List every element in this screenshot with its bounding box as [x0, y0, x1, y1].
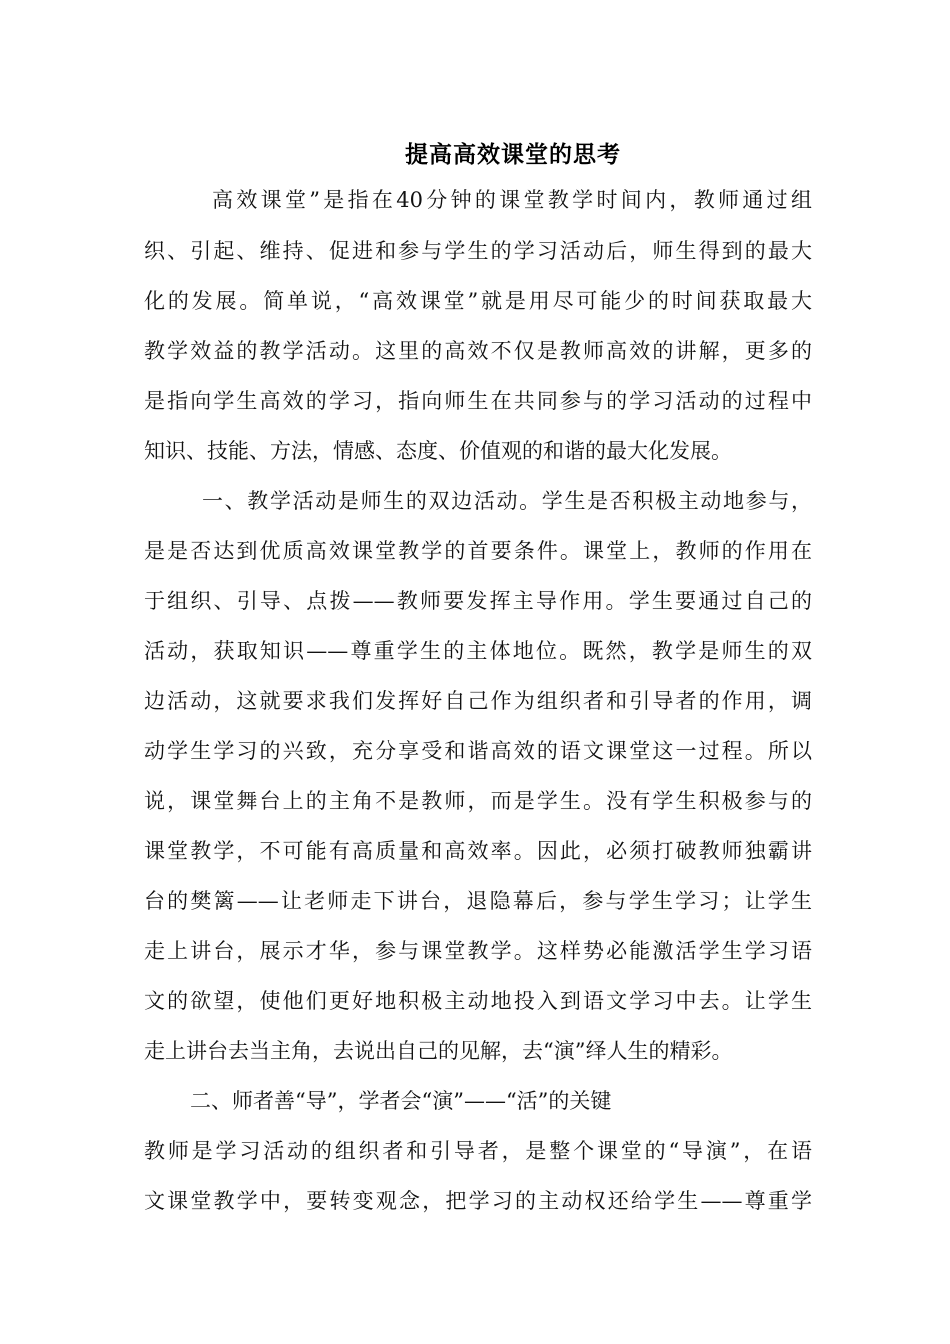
- text-line: 知识、技能、方法，情感、态度、价值观的和谐的最大化发展。: [144, 439, 732, 463]
- text-line: 于组织、引导、点拨——教师要发挥主导作用。学生要通过自己的: [144, 589, 812, 613]
- text-line: 是指向学生高效的学习，指向师生在共同参与的学习活动的过程中: [144, 389, 812, 413]
- text-line: 文的欲望，使他们更好地积极主动地投入到语文学习中去。让学生: [144, 989, 812, 1013]
- text-line: 走上讲台去当主角，去说出自己的见解，去“演”绎人生的精彩。: [144, 1039, 733, 1063]
- text-line: 边活动，这就要求我们发挥好自己作为组织者和引导者的作用，调: [144, 689, 812, 713]
- document-title: 提高高效课堂的思考: [405, 142, 621, 168]
- text-line: 教学效益的教学活动。这里的高效不仅是教师高效的讲解，更多的: [144, 339, 812, 363]
- text-line: 动学生学习的兴致，充分享受和谐高效的语文课堂这一过程。所以: [144, 739, 812, 763]
- text-line: 教师是学习活动的组织者和引导者，是整个课堂的“导演”，在语: [144, 1139, 812, 1163]
- text-line: 是是否达到优质高效课堂教学的首要条件。课堂上，教师的作用在: [144, 539, 812, 563]
- text-line: 台的樊篱——让老师走下讲台，退隐幕后，参与学生学习；让学生: [144, 889, 812, 913]
- text-line: 文课堂教学中，要转变观念，把学习的主动权还给学生——尊重学: [144, 1189, 812, 1213]
- text-line: 一、教学活动是师生的双边活动。学生是否积极主动地参与，: [202, 489, 812, 513]
- text-line: 说，课堂舞台上的主角不是教师，而是学生。没有学生积极参与的: [144, 789, 812, 813]
- text-line: 高效课堂”是指在40分钟的课堂教学时间内，教师通过组: [212, 188, 812, 212]
- text-line: 活动，获取知识——尊重学生的主体地位。既然，教学是师生的双: [144, 639, 812, 663]
- text-line: 化的发展。简单说，“高效课堂”就是用尽可能少的时间获取最大: [144, 289, 812, 313]
- text-line: 走上讲台，展示才华，参与课堂教学。这样势必能激活学生学习语: [144, 939, 812, 963]
- section-heading: 二、师者善“导”，学者会“演”——“活”的关键: [190, 1089, 612, 1113]
- text-line: 课堂教学，不可能有高质量和高效率。因此，必须打破教师独霸讲: [144, 839, 812, 863]
- text-line: 织、引起、维持、促进和参与学生的学习活动后，师生得到的最大: [144, 239, 812, 263]
